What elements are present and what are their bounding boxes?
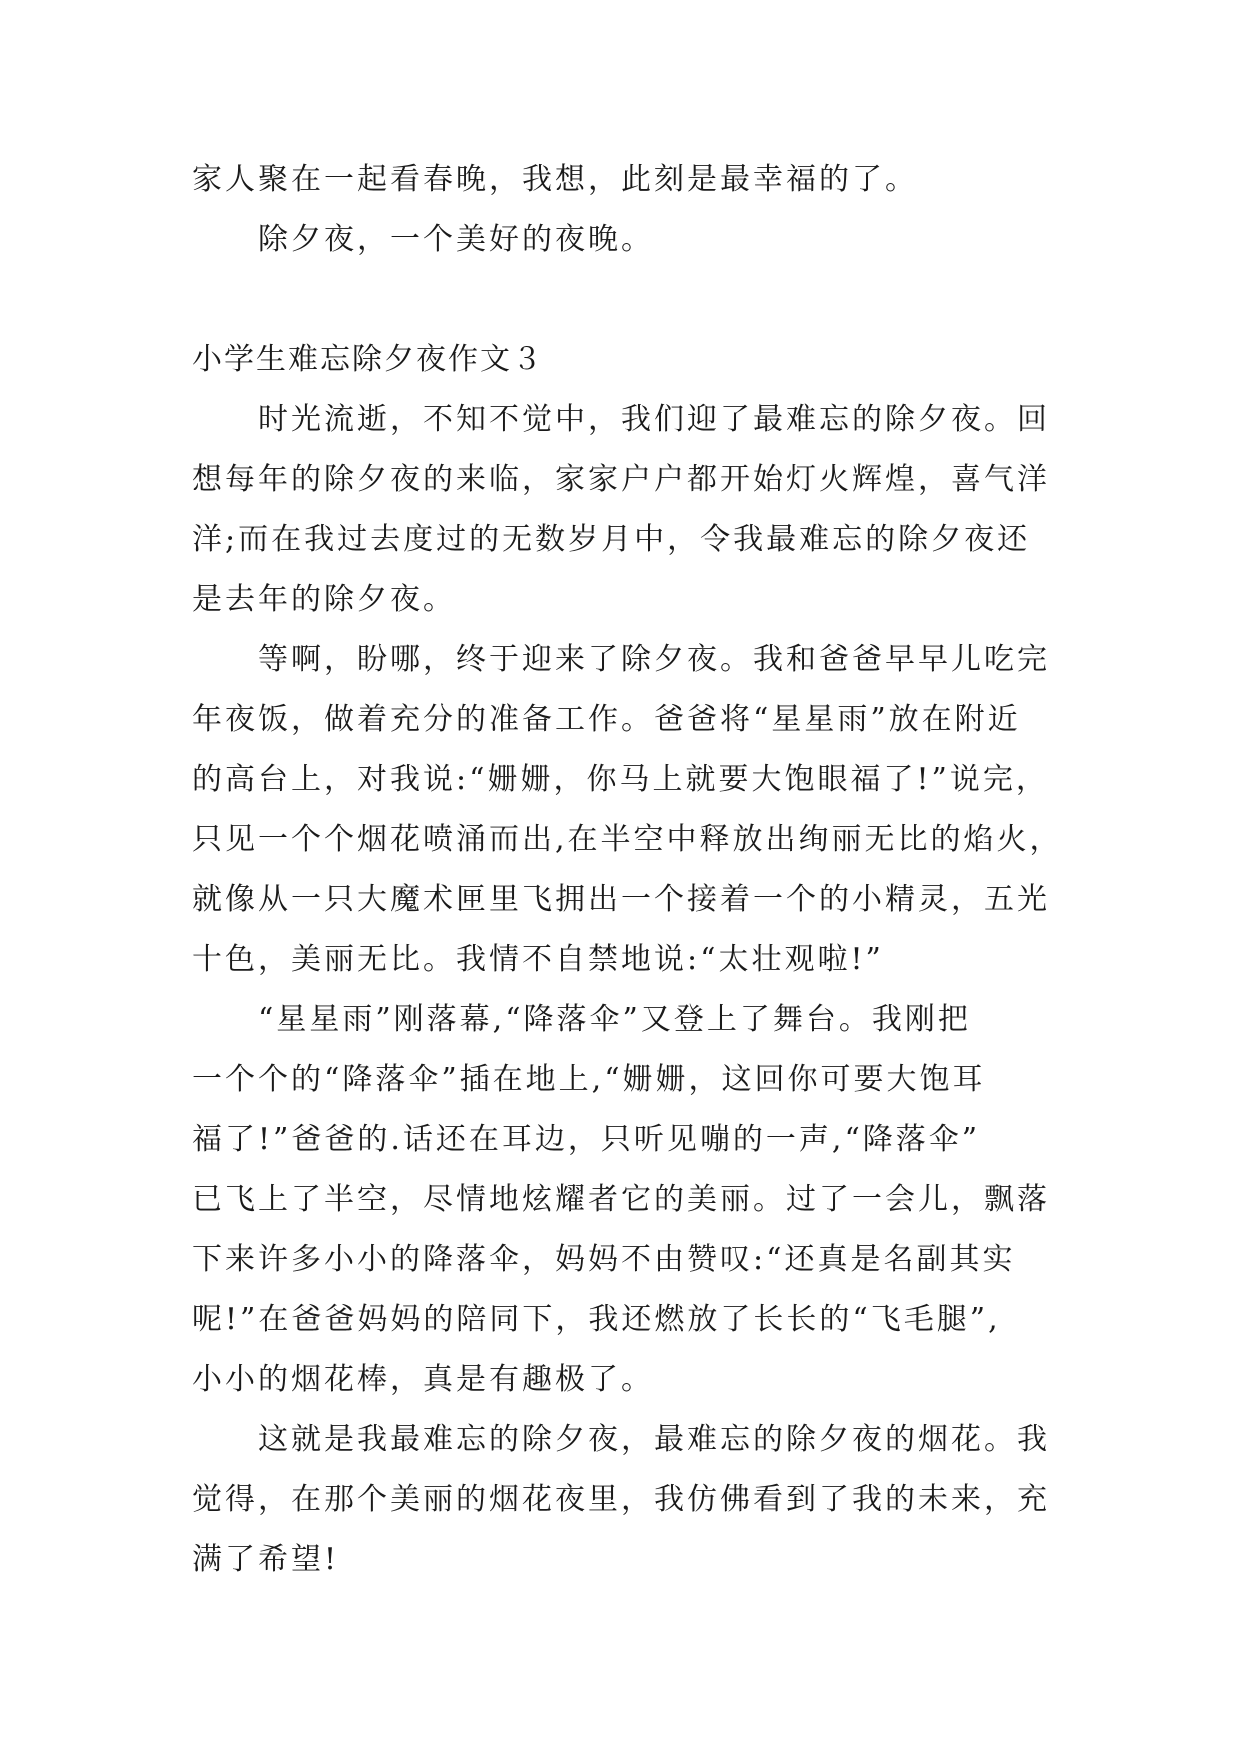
text-line: 就像从一只大魔术匣里飞拥出一个接着一个的小精灵，五光 [192,882,1050,917]
text-line: 十色，美丽无比。我情不自禁地说:“太壮观啦!” [192,942,884,977]
text-line: 是去年的除夕夜。 [192,582,456,617]
text-line: 一个个的“降落伞”插在地上,“姗姗，这回你可要大饱耳 [192,1062,986,1097]
text-line: 已飞上了半空，尽情地炫耀者它的美丽。过了一会儿，飘落 [192,1182,1050,1217]
text-line: 呢!”在爸爸妈妈的陪同下，我还燃放了长长的“飞毛腿”, [192,1302,1001,1337]
text-line: 除夕夜，一个美好的夜晚。 [258,222,654,257]
text-line: 等啊，盼哪，终于迎来了除夕夜。我和爸爸早早儿吃完 [258,642,1050,677]
text-line: 年夜饭，做着充分的准备工作。爸爸将“星星雨”放在附近 [192,702,1021,737]
text-line: 只见一个个烟花喷涌而出,在半空中释放出绚丽无比的焰火， [192,822,1063,857]
text-line: 洋;而在我过去度过的无数岁月中，令我最难忘的除夕夜还 [192,522,1031,557]
text-line: 这就是我最难忘的除夕夜，最难忘的除夕夜的烟花。我 [258,1422,1050,1457]
text-line: 觉得，在那个美丽的烟花夜里，我仿佛看到了我的未来，充 [192,1482,1050,1517]
text-line: “星星雨”刚落幕,“降落伞”又登上了舞台。我刚把 [258,1002,971,1037]
text-line: 的高台上，对我说:“姗姗，你马上就要大饱眼福了!”说完， [192,762,1049,797]
text-line: 时光流逝，不知不觉中，我们迎了最难忘的除夕夜。回 [258,402,1050,437]
text-line: 下来许多小小的降落伞，妈妈不由赞叹:“还真是名副其实 [192,1242,1016,1277]
text-line: 想每年的除夕夜的来临，家家户户都开始灯火辉煌，喜气洋 [192,462,1050,497]
document-page [192,160,1062,1600]
text-line: 满了希望! [192,1542,340,1577]
text-line: 小小的烟花棒，真是有趣极了。 [192,1362,654,1397]
text-line: 家人聚在一起看春晚，我想，此刻是最幸福的了。 [192,162,918,197]
text-line: 福了!”爸爸的.话还在耳边，只听见嘣的一声,“降落伞” [192,1122,981,1157]
section-gap [192,280,1062,340]
section-title: 小学生难忘除夕夜作文３ [192,342,544,377]
